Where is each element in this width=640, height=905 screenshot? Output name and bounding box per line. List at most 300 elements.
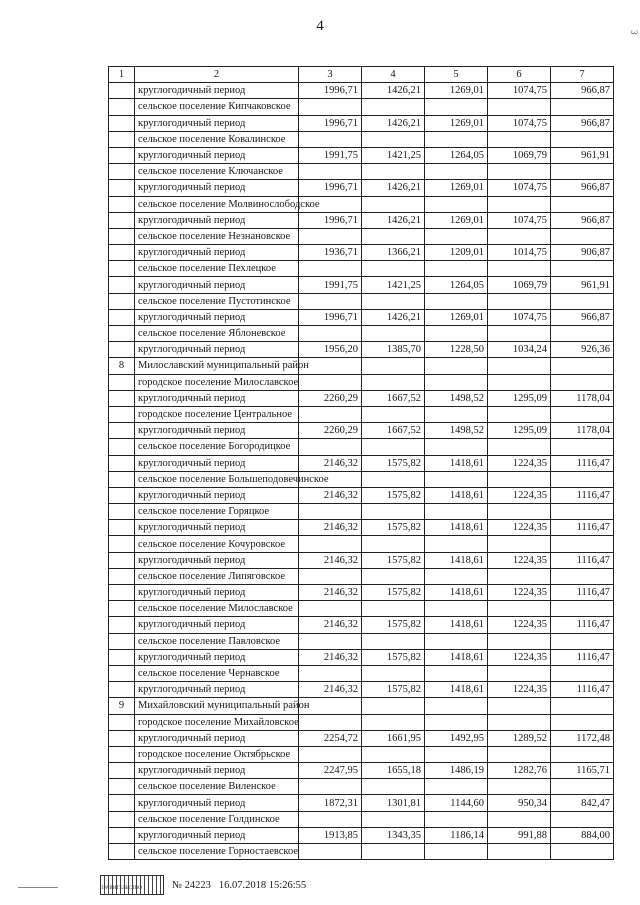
value-cell-col6: 1014,75	[488, 245, 551, 261]
row-number-cell	[109, 261, 135, 277]
row-number-cell	[109, 617, 135, 633]
row-label-cell: сельское поселение Виленское	[135, 779, 299, 795]
table-row	[109, 665, 614, 681]
value-cell-col3: 1996,71	[299, 83, 362, 99]
value-cell-col7: 1172,48	[551, 730, 614, 746]
margin-mark: 3	[629, 30, 639, 35]
value-cell-col7: 926,36	[551, 342, 614, 358]
value-cell-col6	[488, 131, 551, 147]
value-cell-col7: 906,87	[551, 245, 614, 261]
value-cell-col7	[551, 293, 614, 309]
row-label-cell: сельское поселение Ковалинское	[135, 131, 299, 147]
value-cell-col3	[299, 714, 362, 730]
value-cell-col7	[551, 568, 614, 584]
value-cell-col7	[551, 714, 614, 730]
table-row	[109, 115, 614, 131]
value-cell-col4: 1426,21	[362, 180, 425, 196]
row-label-cell: круглогодичный период	[135, 682, 299, 698]
row-number-cell	[109, 665, 135, 681]
value-cell-col7	[551, 99, 614, 115]
value-cell-col6: 950,34	[488, 795, 551, 811]
row-number-cell	[109, 585, 135, 601]
value-cell-col6	[488, 633, 551, 649]
value-cell-col3	[299, 601, 362, 617]
table-row	[109, 633, 614, 649]
value-cell-col5: 1269,01	[425, 309, 488, 325]
row-number-cell	[109, 390, 135, 406]
value-cell-col7: 966,87	[551, 115, 614, 131]
value-cell-col5	[425, 633, 488, 649]
row-number-cell	[109, 504, 135, 520]
row-label-cell: сельское поселение Чернавское	[135, 665, 299, 681]
value-cell-col3	[299, 374, 362, 390]
row-number-cell	[109, 649, 135, 665]
value-cell-col3: 2146,32	[299, 552, 362, 568]
value-cell-col6: 1074,75	[488, 180, 551, 196]
value-cell-col3	[299, 568, 362, 584]
table-row	[109, 568, 614, 584]
value-cell-col7: 1178,04	[551, 390, 614, 406]
row-label-cell: городское поселение Центральное	[135, 406, 299, 422]
value-cell-col7	[551, 406, 614, 422]
column-header: 5	[425, 67, 488, 83]
value-cell-col7	[551, 504, 614, 520]
value-cell-col4	[362, 439, 425, 455]
value-cell-col6	[488, 714, 551, 730]
value-cell-col7: 966,87	[551, 83, 614, 99]
row-label-cell: сельское поселение Милославское	[135, 601, 299, 617]
row-number-cell	[109, 682, 135, 698]
table-row	[109, 180, 614, 196]
row-number-cell	[109, 536, 135, 552]
value-cell-col5	[425, 374, 488, 390]
table-row	[109, 147, 614, 163]
table-header-row	[109, 67, 614, 83]
value-cell-col5	[425, 406, 488, 422]
value-cell-col6: 1224,35	[488, 487, 551, 503]
value-cell-col6	[488, 326, 551, 342]
value-cell-col3: 1936,71	[299, 245, 362, 261]
value-cell-col7	[551, 779, 614, 795]
table-row	[109, 844, 614, 860]
value-cell-col5	[425, 601, 488, 617]
value-cell-col4: 1343,35	[362, 827, 425, 843]
row-label-cell: сельское поселение Голдинское	[135, 811, 299, 827]
table-row	[109, 212, 614, 228]
table-row	[109, 601, 614, 617]
row-number-cell	[109, 730, 135, 746]
value-cell-col6: 1224,35	[488, 617, 551, 633]
tariff-table	[108, 66, 614, 860]
value-cell-col4: 1426,21	[362, 309, 425, 325]
value-cell-col7: 961,91	[551, 277, 614, 293]
value-cell-col5	[425, 568, 488, 584]
row-label-cell: круглогодичный период	[135, 212, 299, 228]
value-cell-col3: 1996,71	[299, 309, 362, 325]
value-cell-col6: 1224,35	[488, 585, 551, 601]
row-number-cell	[109, 326, 135, 342]
value-cell-col3: 2146,32	[299, 617, 362, 633]
row-number-cell	[109, 309, 135, 325]
row-label-cell: сельское поселение Незнановское	[135, 228, 299, 244]
value-cell-col4	[362, 358, 425, 374]
value-cell-col4	[362, 99, 425, 115]
table-row	[109, 471, 614, 487]
row-number-cell	[109, 228, 135, 244]
value-cell-col5	[425, 844, 488, 860]
row-label-cell: Михайловский муниципальный район	[135, 698, 299, 714]
row-number-cell	[109, 374, 135, 390]
value-cell-col4: 1421,25	[362, 277, 425, 293]
value-cell-col7	[551, 358, 614, 374]
value-cell-col7: 1178,04	[551, 423, 614, 439]
value-cell-col7: 1116,47	[551, 552, 614, 568]
row-label-cell: сельское поселение Павловское	[135, 633, 299, 649]
row-label-cell: круглогодичный период	[135, 309, 299, 325]
row-label-cell: сельское поселение Ключанское	[135, 164, 299, 180]
row-label-cell: круглогодичный период	[135, 552, 299, 568]
value-cell-col3	[299, 131, 362, 147]
column-header: 3	[299, 67, 362, 83]
value-cell-col5: 1144,60	[425, 795, 488, 811]
value-cell-col7: 1165,71	[551, 763, 614, 779]
table-row	[109, 326, 614, 342]
row-label-cell: городское поселение Милославское	[135, 374, 299, 390]
value-cell-col5	[425, 504, 488, 520]
table-row	[109, 779, 614, 795]
value-cell-col7	[551, 536, 614, 552]
value-cell-col4: 1366,21	[362, 245, 425, 261]
value-cell-col6: 1034,24	[488, 342, 551, 358]
value-cell-col6: 1069,79	[488, 147, 551, 163]
value-cell-col5	[425, 536, 488, 552]
value-cell-col5	[425, 698, 488, 714]
value-cell-col3: 1996,71	[299, 180, 362, 196]
value-cell-col4	[362, 164, 425, 180]
value-cell-col6	[488, 439, 551, 455]
value-cell-col6	[488, 665, 551, 681]
row-number-cell	[109, 342, 135, 358]
value-cell-col7	[551, 811, 614, 827]
row-number-cell: 8	[109, 358, 135, 374]
value-cell-col4: 1667,52	[362, 390, 425, 406]
value-cell-col4	[362, 844, 425, 860]
value-cell-col4	[362, 326, 425, 342]
value-cell-col7	[551, 665, 614, 681]
value-cell-col4	[362, 601, 425, 617]
value-cell-col3	[299, 504, 362, 520]
row-number-cell	[109, 423, 135, 439]
value-cell-col3: 2146,32	[299, 682, 362, 698]
value-cell-col6	[488, 504, 551, 520]
table-row	[109, 423, 614, 439]
table-row	[109, 196, 614, 212]
row-number-cell	[109, 196, 135, 212]
value-cell-col4: 1385,70	[362, 342, 425, 358]
row-label-cell: круглогодичный период	[135, 795, 299, 811]
value-cell-col6: 1289,52	[488, 730, 551, 746]
value-cell-col7: 966,87	[551, 180, 614, 196]
value-cell-col6: 1224,35	[488, 649, 551, 665]
value-cell-col5	[425, 99, 488, 115]
table-row	[109, 228, 614, 244]
value-cell-col4: 1301,81	[362, 795, 425, 811]
value-cell-col3	[299, 326, 362, 342]
value-cell-col4: 1575,82	[362, 487, 425, 503]
government-seal-icon	[100, 875, 164, 895]
row-number-cell	[109, 568, 135, 584]
row-number-cell	[109, 827, 135, 843]
value-cell-col3: 1956,20	[299, 342, 362, 358]
value-cell-col4	[362, 504, 425, 520]
value-cell-col6	[488, 471, 551, 487]
table-row	[109, 374, 614, 390]
table-row	[109, 763, 614, 779]
value-cell-col7: 1116,47	[551, 520, 614, 536]
value-cell-col6	[488, 779, 551, 795]
value-cell-col5: 1486,19	[425, 763, 488, 779]
registration-number: № 24223	[172, 879, 211, 891]
value-cell-col4: 1426,21	[362, 115, 425, 131]
value-cell-col3	[299, 261, 362, 277]
row-label-cell: круглогодичный период	[135, 147, 299, 163]
value-cell-col3: 2260,29	[299, 390, 362, 406]
value-cell-col7	[551, 698, 614, 714]
row-label-cell: круглогодичный период	[135, 277, 299, 293]
value-cell-col5: 1186,14	[425, 827, 488, 843]
row-number-cell	[109, 471, 135, 487]
value-cell-col5	[425, 358, 488, 374]
table-row	[109, 536, 614, 552]
value-cell-col7: 966,87	[551, 309, 614, 325]
value-cell-col5	[425, 471, 488, 487]
value-cell-col4: 1575,82	[362, 520, 425, 536]
value-cell-col6: 1074,75	[488, 83, 551, 99]
value-cell-col3: 2146,32	[299, 649, 362, 665]
table-row	[109, 504, 614, 520]
value-cell-col7	[551, 844, 614, 860]
value-cell-col5: 1418,61	[425, 487, 488, 503]
row-label-cell: круглогодичный период	[135, 649, 299, 665]
value-cell-col7	[551, 228, 614, 244]
row-label-cell: круглогодичный период	[135, 455, 299, 471]
value-cell-col5: 1498,52	[425, 390, 488, 406]
value-cell-col3	[299, 99, 362, 115]
row-label-cell: круглогодичный период	[135, 827, 299, 843]
value-cell-col5: 1498,52	[425, 423, 488, 439]
row-number-cell	[109, 520, 135, 536]
row-label-cell: круглогодичный период	[135, 763, 299, 779]
table-row	[109, 746, 614, 762]
row-label-cell: круглогодичный период	[135, 585, 299, 601]
value-cell-col6	[488, 601, 551, 617]
value-cell-col3	[299, 779, 362, 795]
row-number-cell	[109, 811, 135, 827]
value-cell-col3: 2260,29	[299, 423, 362, 439]
value-cell-col3: 1913,85	[299, 827, 362, 843]
value-cell-col4	[362, 228, 425, 244]
value-cell-col6	[488, 293, 551, 309]
value-cell-col7: 1116,47	[551, 649, 614, 665]
value-cell-col5: 1418,61	[425, 520, 488, 536]
value-cell-col5: 1269,01	[425, 115, 488, 131]
row-label-cell: городское поселение Октябрьское	[135, 746, 299, 762]
table-row	[109, 617, 614, 633]
table-row	[109, 520, 614, 536]
value-cell-col7	[551, 374, 614, 390]
value-cell-col6	[488, 844, 551, 860]
row-label-cell: сельское поселение Горяцкое	[135, 504, 299, 520]
column-header: 2	[135, 67, 299, 83]
row-number-cell	[109, 552, 135, 568]
value-cell-col6	[488, 164, 551, 180]
row-label-cell: круглогодичный период	[135, 342, 299, 358]
value-cell-col5	[425, 228, 488, 244]
value-cell-col4: 1426,21	[362, 212, 425, 228]
table-row	[109, 83, 614, 99]
column-header: 4	[362, 67, 425, 83]
value-cell-col7: 1116,47	[551, 487, 614, 503]
row-label-cell: сельское поселение Горностаевское	[135, 844, 299, 860]
value-cell-col7	[551, 196, 614, 212]
value-cell-col4	[362, 374, 425, 390]
row-number-cell	[109, 83, 135, 99]
value-cell-col5: 1228,50	[425, 342, 488, 358]
table-row	[109, 455, 614, 471]
value-cell-col3	[299, 746, 362, 762]
row-number-cell	[109, 180, 135, 196]
row-number-cell	[109, 487, 135, 503]
value-cell-col7	[551, 746, 614, 762]
footer-divider	[18, 887, 58, 888]
registration-datetime: 16.07.2018 15:26:55	[218, 879, 307, 891]
table-row	[109, 245, 614, 261]
row-label-cell: сельское поселение Пустотинское	[135, 293, 299, 309]
value-cell-col5: 1418,61	[425, 552, 488, 568]
value-cell-col7	[551, 471, 614, 487]
value-cell-col7	[551, 439, 614, 455]
value-cell-col7	[551, 164, 614, 180]
row-number-cell	[109, 277, 135, 293]
value-cell-col5: 1269,01	[425, 180, 488, 196]
value-cell-col5: 1269,01	[425, 83, 488, 99]
value-cell-col4	[362, 196, 425, 212]
row-number-cell	[109, 164, 135, 180]
value-cell-col4: 1575,82	[362, 552, 425, 568]
table-row	[109, 552, 614, 568]
row-number-cell	[109, 212, 135, 228]
row-label-cell: сельское поселение Липяговское	[135, 568, 299, 584]
row-label-cell: круглогодичный период	[135, 617, 299, 633]
value-cell-col6	[488, 196, 551, 212]
value-cell-col6: 1224,35	[488, 520, 551, 536]
value-cell-col5	[425, 811, 488, 827]
table-row	[109, 714, 614, 730]
page-number: 4	[316, 18, 324, 34]
value-cell-col5	[425, 164, 488, 180]
row-label-cell: сельское поселение Кипчаковское	[135, 99, 299, 115]
value-cell-col4	[362, 406, 425, 422]
value-cell-col5	[425, 439, 488, 455]
table-row	[109, 358, 614, 374]
value-cell-col7	[551, 601, 614, 617]
row-label-cell: круглогодичный период	[135, 730, 299, 746]
value-cell-col4	[362, 698, 425, 714]
value-cell-col3	[299, 406, 362, 422]
value-cell-col4: 1667,52	[362, 423, 425, 439]
value-cell-col7	[551, 326, 614, 342]
table-row	[109, 99, 614, 115]
value-cell-col6: 1074,75	[488, 212, 551, 228]
value-cell-col6	[488, 568, 551, 584]
row-number-cell	[109, 763, 135, 779]
row-number-cell	[109, 406, 135, 422]
row-number-cell	[109, 779, 135, 795]
value-cell-col4: 1575,82	[362, 617, 425, 633]
value-cell-col5: 1264,05	[425, 277, 488, 293]
value-cell-col5	[425, 779, 488, 795]
value-cell-col4: 1661,95	[362, 730, 425, 746]
row-number-cell	[109, 115, 135, 131]
table-row	[109, 131, 614, 147]
value-cell-col4: 1421,25	[362, 147, 425, 163]
value-cell-col3: 2146,32	[299, 585, 362, 601]
value-cell-col6	[488, 228, 551, 244]
value-cell-col6: 1074,75	[488, 115, 551, 131]
table-row	[109, 406, 614, 422]
row-number-cell: 9	[109, 698, 135, 714]
row-number-cell	[109, 601, 135, 617]
table-row	[109, 342, 614, 358]
value-cell-col6: 1069,79	[488, 277, 551, 293]
table-row	[109, 277, 614, 293]
value-cell-col4	[362, 536, 425, 552]
value-cell-col4	[362, 261, 425, 277]
value-cell-col5	[425, 293, 488, 309]
value-cell-col6	[488, 746, 551, 762]
value-cell-col3: 1991,75	[299, 147, 362, 163]
row-label-cell: сельское поселение Богородицкое	[135, 439, 299, 455]
value-cell-col4	[362, 471, 425, 487]
row-number-cell	[109, 714, 135, 730]
value-cell-col6: 1224,35	[488, 455, 551, 471]
value-cell-col6: 1224,35	[488, 552, 551, 568]
row-label-cell: городское поселение Михайловское	[135, 714, 299, 730]
value-cell-col3	[299, 439, 362, 455]
table-row	[109, 811, 614, 827]
row-number-cell	[109, 633, 135, 649]
value-cell-col3	[299, 844, 362, 860]
row-label-cell: круглогодичный период	[135, 520, 299, 536]
value-cell-col6: 1074,75	[488, 309, 551, 325]
value-cell-col5	[425, 196, 488, 212]
row-number-cell	[109, 131, 135, 147]
value-cell-col3	[299, 164, 362, 180]
value-cell-col5	[425, 665, 488, 681]
value-cell-col6	[488, 374, 551, 390]
value-cell-col5: 1418,61	[425, 585, 488, 601]
value-cell-col3	[299, 665, 362, 681]
value-cell-col5: 1418,61	[425, 617, 488, 633]
document-footer	[100, 875, 306, 895]
value-cell-col4: 1575,82	[362, 585, 425, 601]
value-cell-col5: 1492,95	[425, 730, 488, 746]
row-number-cell	[109, 245, 135, 261]
value-cell-col4	[362, 811, 425, 827]
row-label-cell: круглогодичный период	[135, 180, 299, 196]
table-row	[109, 261, 614, 277]
value-cell-col6: 1224,35	[488, 682, 551, 698]
